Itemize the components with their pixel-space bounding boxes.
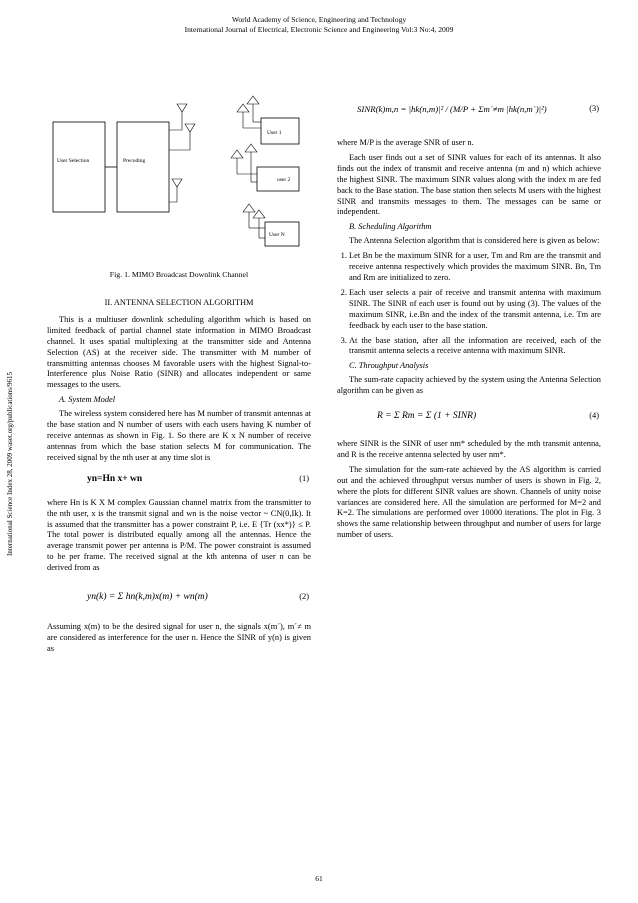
header-line-1: World Academy of Science, Engineering and Technology	[231, 15, 407, 24]
fig-label-userN: User N	[269, 232, 285, 238]
equation-body: SINR(k)m,n = |hk(n,m)|² / (M/P + Σm´≠m |hk(n,m´)|²)	[357, 104, 547, 114]
figure-caption: Fig. 1. MIMO Broadcast Downlink Channel	[109, 270, 249, 279]
equation-body: R = Σ Rm = Σ (1 + SINR)	[377, 411, 477, 422]
paragraph: where Hn is K X M complex Gaussian channel matrix from the transmitter to the nth user, x is the transmit signal and wn is the noise vector ~ CN(0,Ik). It is assumed that the transmitter has a power constraint P, i.e. E {Tr (xx*)} ≤ P. The total power is distributed equally among all the antennas. Hence the average transmit power per antenna is P/M. The power constraint is assumed to be per frame. The received signal at the kth antenna of user n can be derived from as	[47, 497, 311, 573]
paragraph: where M/P is the average SNR of user n.	[337, 138, 474, 147]
equation-number: (1)	[299, 473, 309, 483]
subsection-heading: B. Scheduling Algorithm	[349, 222, 432, 232]
fig-label-user1: User 1	[267, 130, 282, 136]
header-line-2: International Journal of Electrical, Electronic Science and Engineering Vol:3 No:4, 2009	[184, 25, 454, 34]
side-citation: International Science Index 28, 2009 waset.org/publications/9615	[6, 372, 14, 556]
paragraph: The Antenna Selection algorithm that is considered here is given as below:	[349, 236, 600, 246]
precoding-box	[117, 122, 169, 212]
equation-4	[337, 403, 601, 433]
paragraph: where SINR is the SINR of user nm* scheduled by the mth transmit antenna, and R is the receive antenna selected by user nm*.	[337, 439, 601, 459]
equation-body: yn(k) = Σ hn(k,m)x(m) + wn(m)	[87, 592, 208, 603]
list-item: 1. Let Bn be the maximum SINR for a user, Tm and Rm are the transmit and receive antenna respectively which provides the maximum SINR. Bn, Tm and Rm are initialized to zero.	[349, 251, 601, 284]
paragraph: Assuming x(m) to be the desired signal for user n, the signals x(m´), m´≠ m are considered as interference for the user n. Hence the SINR of y(n) is given as	[47, 622, 311, 653]
paragraph: The simulation for the sum-rate achieved by the AS algorithm is carried out and the achieved throughput versus number of users is shown in Fig. 2, where the plots for different SINR values are shown. Channels of unity noise variances are considered here. All the simulation are performed for M=2 and K=2. The simulations are performed over 10000 iterations. The plot in Fig. 3 shows the same relationship between throughput and number of users for large number of users.	[337, 464, 601, 540]
equation-3	[337, 92, 601, 132]
equation-number: (4)	[589, 411, 599, 421]
paragraph: The sum-rate capacity achieved by the system using the Antenna Selection algorithm can be given as	[337, 375, 601, 396]
journal-header	[0, 15, 638, 35]
list-item: 2. Each user selects a pair of receive and transmit antenna with maximum SINR. The SINR of each user is found out by using (3). The values of the maximum SINR, i.e.Bn and the index of the transmit antenna, i.e. Tm are feedback by each user to the base station.	[349, 288, 601, 332]
page-number: 61	[315, 874, 323, 883]
equation-2	[47, 580, 311, 616]
section-heading: II. ANTENNA SELECTION ALGORITHM	[104, 298, 254, 307]
algorithm-steps	[337, 251, 601, 357]
fig-label-precoding: Precoding	[123, 158, 146, 164]
equation-body: yn=Hn x+ wn	[87, 473, 143, 484]
right-column	[337, 86, 601, 545]
list-item: 3. At the base station, after all the information are received, each of the transmit antenna selects a receive antenna with maximum SINR.	[349, 336, 601, 358]
equation-number: (2)	[299, 592, 309, 602]
user-selection-box	[53, 122, 105, 212]
mimo-figure	[47, 42, 311, 264]
fig-label-user-selection: User Selection	[57, 158, 90, 164]
left-column	[47, 294, 311, 659]
paragraph: Each user finds out a set of SINR values for each of its antennas. It also finds out the index of transmit and receive antenna (m and n) which achieve the highest SINR. The maximum SINR values along with the index m are fed back to the Base station. The base station then selects M users with the highest SINR and transmits messages to them. The messages can be same or independent.	[337, 152, 601, 217]
paragraph: The wireless system considered here has M number of transmit antennas at the base station and N number of users with each users having K number of receive antennas as shown in Fig. 1. So there are K x N number of receive antennas from which the base station selects M for communication. The received signal by the nth user at any time slot is	[47, 409, 311, 462]
subsection-heading: A. System Model	[59, 395, 116, 405]
paragraph: This is a multiuser downlink scheduling algorithm which is based on limited feedback of partial channel state information in MIMO Broadcast channel. It uses spatial multiplexing at the transmitter side and Antenna Selection (AS) at the receiver side. The transmitter with M number of transmitting antennas chooses M favorable users with the highest Signal-to-Interference plus Noise Ratio (SINR) and allocates independent or same messages to the users.	[47, 314, 311, 390]
fig-label-user2: user 2	[277, 177, 291, 183]
equation-number: (3)	[589, 104, 599, 113]
subsection-heading: C. Throughput Analysis	[349, 361, 429, 371]
equation-1	[47, 470, 311, 492]
